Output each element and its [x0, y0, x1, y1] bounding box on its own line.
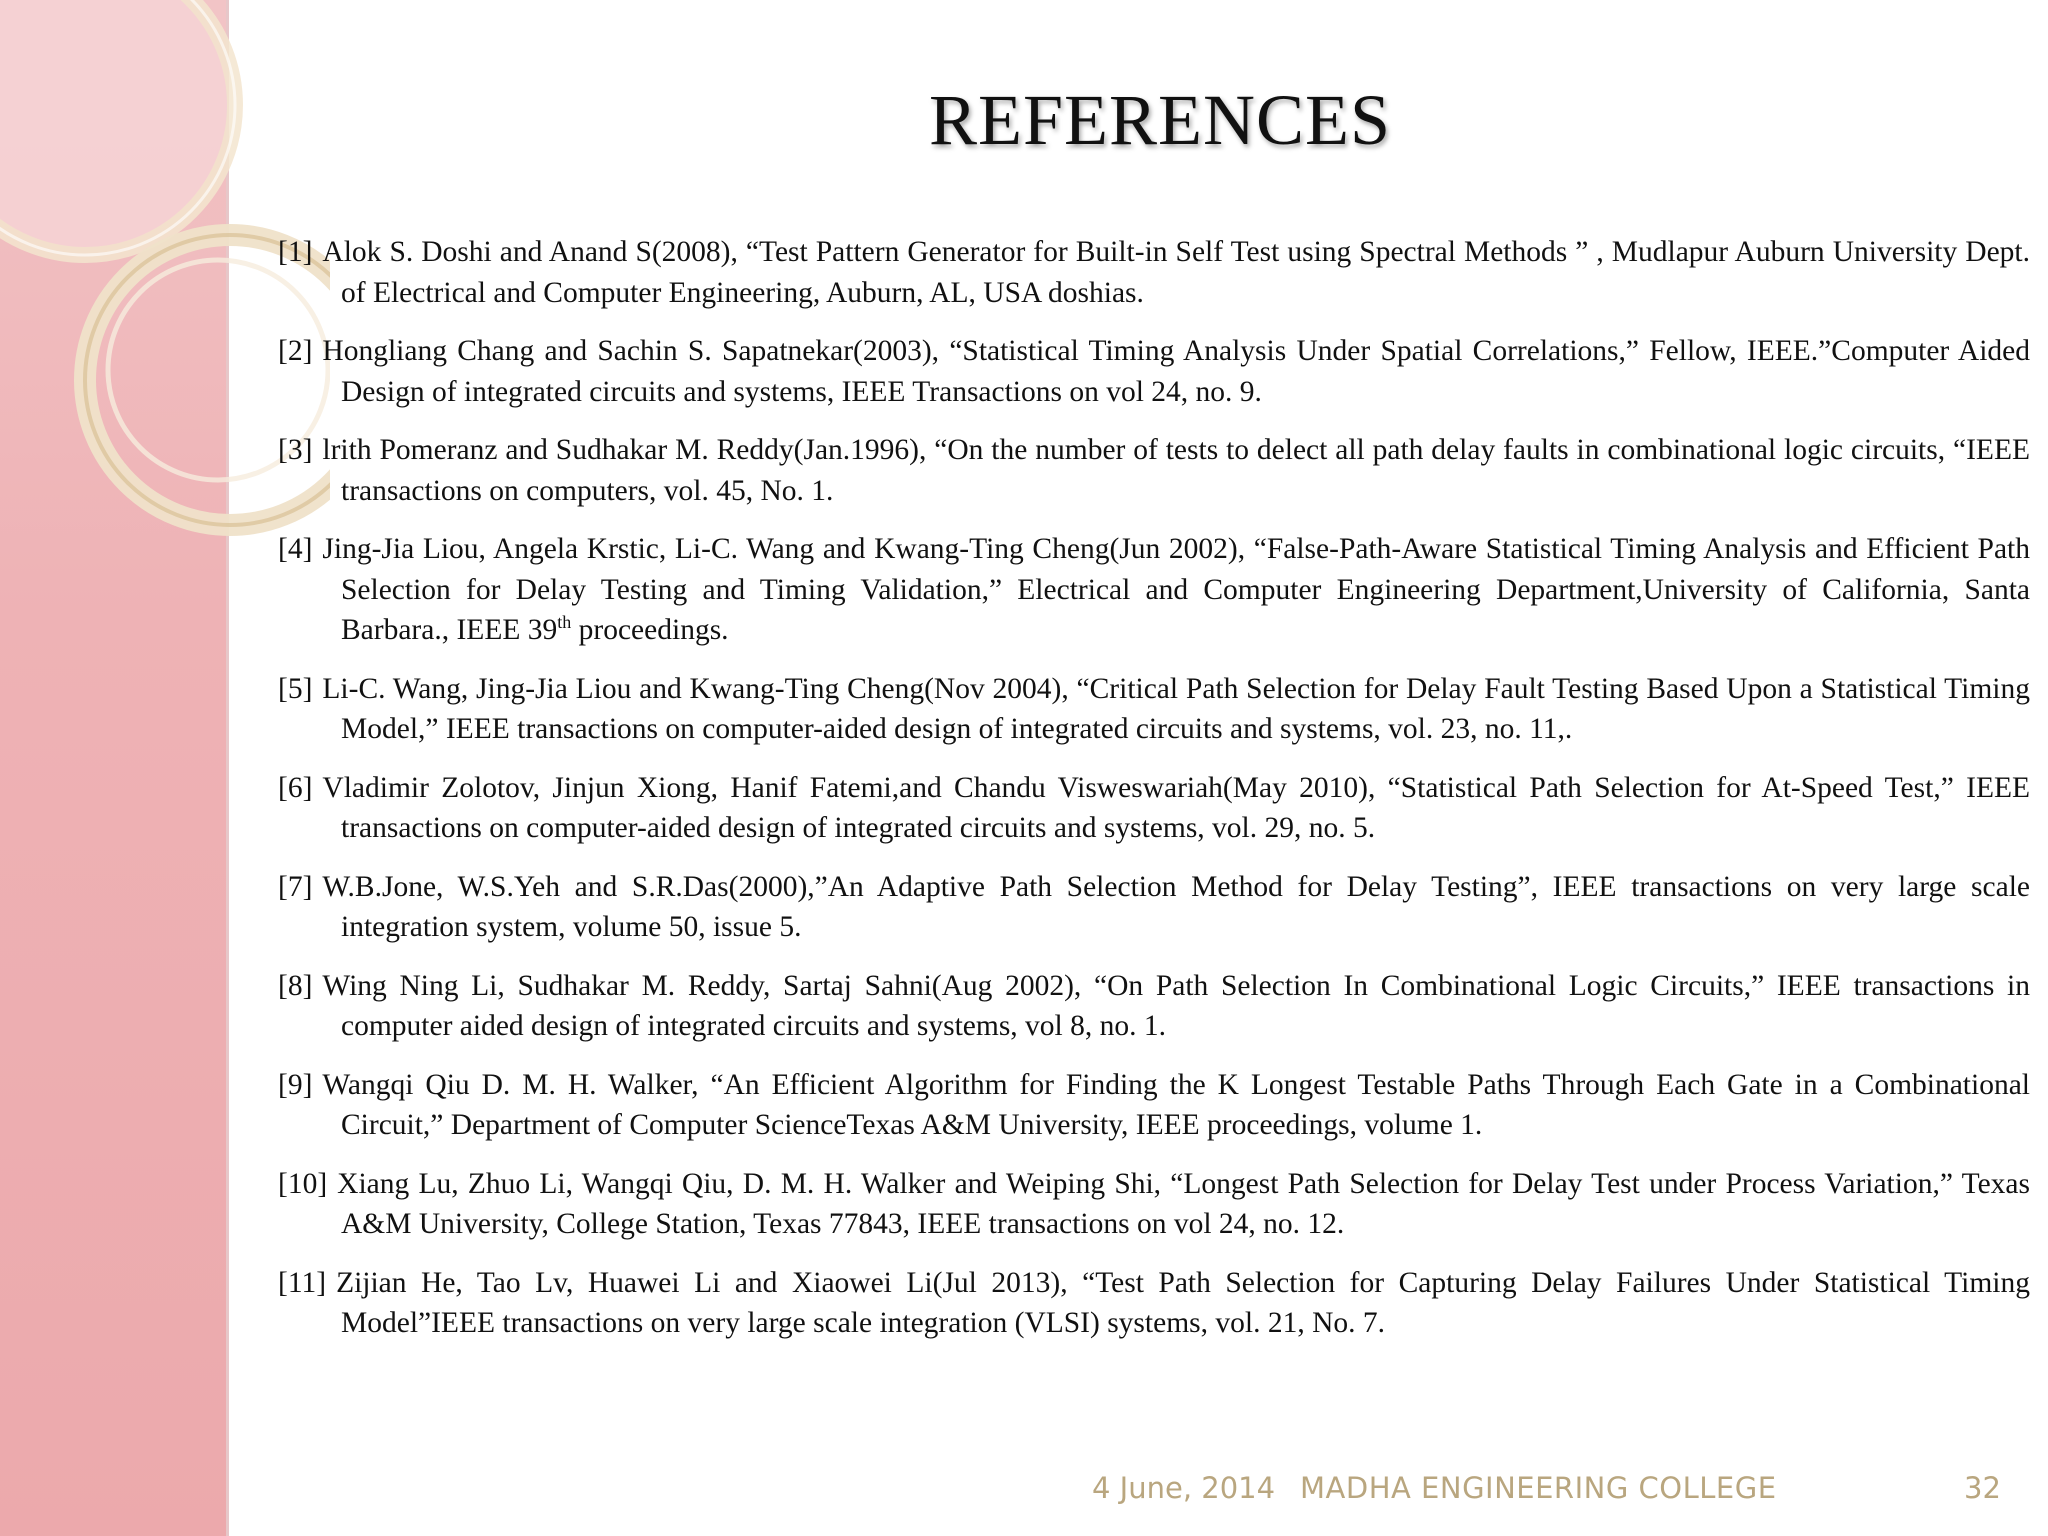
- reference-item: [278, 331, 2030, 412]
- reference-text: Wangqi Qiu D. M. H. Walker, “An Efficient Algorithm for Finding the K Longest Testable Paths Through Each Gate in a Combinational Circuit,” Department of Computer ScienceTexas A&M University, IEEE proceedings, volume 1.: [322, 1068, 2030, 1141]
- reference-text: Zijian He, Tao Lv, Huawei Li and Xiaowei Li(Jul 2013), “Test Path Selection for Capturing Delay Failures Under Statistical Timing Model”IEEE transactions on very large scale integration (VLSI) systems, vol. 21, No. 7.: [336, 1266, 2030, 1339]
- reference-item: [278, 430, 2030, 511]
- slide-title: REFERENCES: [928, 80, 1392, 160]
- reference-text: W.B.Jone, W.S.Yeh and S.R.Das(2000),”An Adaptive Path Selection Method for Delay Testing”, IEEE transactions on very large scale integration system, volume 50, issue 5.: [322, 870, 2030, 943]
- reference-text-tail: proceedings.: [571, 614, 729, 646]
- reference-item: [278, 1164, 2030, 1245]
- reference-text: lrith Pomeranz and Sudhakar M. Reddy(Jan.1996), “On the number of tests to delect all path delay faults in combinational logic circuits, “IEEE transactions on computers, vol. 45, No. 1.: [322, 434, 2030, 507]
- reference-text: Hongliang Chang and Sachin S. Sapatnekar(2003), “Statistical Timing Analysis Under Spatial Correlations,” Fellow, IEEE.”Computer Aided Design of integrated circuits and systems, IEEE Transactions on vol 24, no. 9.: [322, 335, 2030, 408]
- reference-number: [1]: [278, 236, 313, 268]
- reference-item: [278, 768, 2030, 849]
- reference-number: [2]: [278, 335, 313, 367]
- slide-number: 32: [1964, 1471, 2001, 1505]
- reference-item: [278, 232, 2030, 313]
- reference-text: Vladimir Zolotov, Jinjun Xiong, Hanif Fatemi,and Chandu Visweswariah(May 2010), “Statistical Path Selection for At-Speed Test,” IEEE transactions on computer-aided design of integrated circuits and systems, vol. 29, no. 5.: [322, 771, 2030, 844]
- footer-date: 4 June, 2014: [1092, 1471, 1276, 1505]
- reference-text: Alok S. Doshi and Anand S(2008), “Test Pattern Generator for Built-in Self Test using Spectral Methods ” , Mudlapur Auburn University Dept. of Electrical and Computer Engineering, Auburn, AL, USA doshias.: [322, 236, 2030, 309]
- reference-number: [11]: [278, 1266, 327, 1299]
- reference-number: [3]: [278, 434, 313, 466]
- reference-item: [278, 1065, 2030, 1146]
- reference-text: Xiang Lu, Zhuo Li, Wangqi Qiu, D. M. H. Walker and Weiping Shi, “Longest Path Selection for Delay Test under Process Variation,” Texas A&M University, College Station, Texas 77843, IEEE transactions on vol 24, no. 12.: [337, 1167, 2030, 1240]
- reference-item: [278, 669, 2030, 750]
- reference-item: [278, 966, 2030, 1047]
- reference-item: [278, 867, 2030, 948]
- reference-item: [278, 529, 2030, 651]
- reference-item: [278, 1263, 2030, 1344]
- reference-number: [4]: [278, 533, 313, 565]
- reference-number: [6]: [278, 771, 313, 804]
- reference-text: Li-C. Wang, Jing-Jia Liou and Kwang-Ting Cheng(Nov 2004), “Critical Path Selection for Delay Fault Testing Based Upon a Statistical Timing Model,” IEEE transactions on computer-aided design of integrated circuits and systems, vol. 23, no. 11,.: [322, 672, 2030, 745]
- reference-number: [10]: [278, 1167, 328, 1200]
- footer-college-name: MADHA ENGINEERING COLLEGE: [1300, 1471, 1777, 1505]
- reference-text: Jing-Jia Liou, Angela Krstic, Li-C. Wang and Kwang-Ting Cheng(Jun 2002), “False-Path-Aware Statistical Timing Analysis and Efficient Path Selection for Delay Testing and Timing Validation,” Electrical and Computer Engineering Department,University of California, Santa Barbara., IEEE 39: [322, 533, 2030, 646]
- reference-text: Wing Ning Li, Sudhakar M. Reddy, Sartaj Sahni(Aug 2002), “On Path Selection In Combinational Logic Circuits,” IEEE transactions in computer aided design of integrated circuits and systems, vol 8, no. 1.: [322, 969, 2030, 1042]
- reference-number: [8]: [278, 969, 313, 1002]
- reference-number: [9]: [278, 1068, 313, 1101]
- reference-number: [7]: [278, 870, 313, 903]
- large-ring: [0, 0, 235, 255]
- reference-list: [278, 232, 2030, 1362]
- reference-number: [5]: [278, 672, 313, 705]
- reference-superscript: th: [557, 612, 572, 633]
